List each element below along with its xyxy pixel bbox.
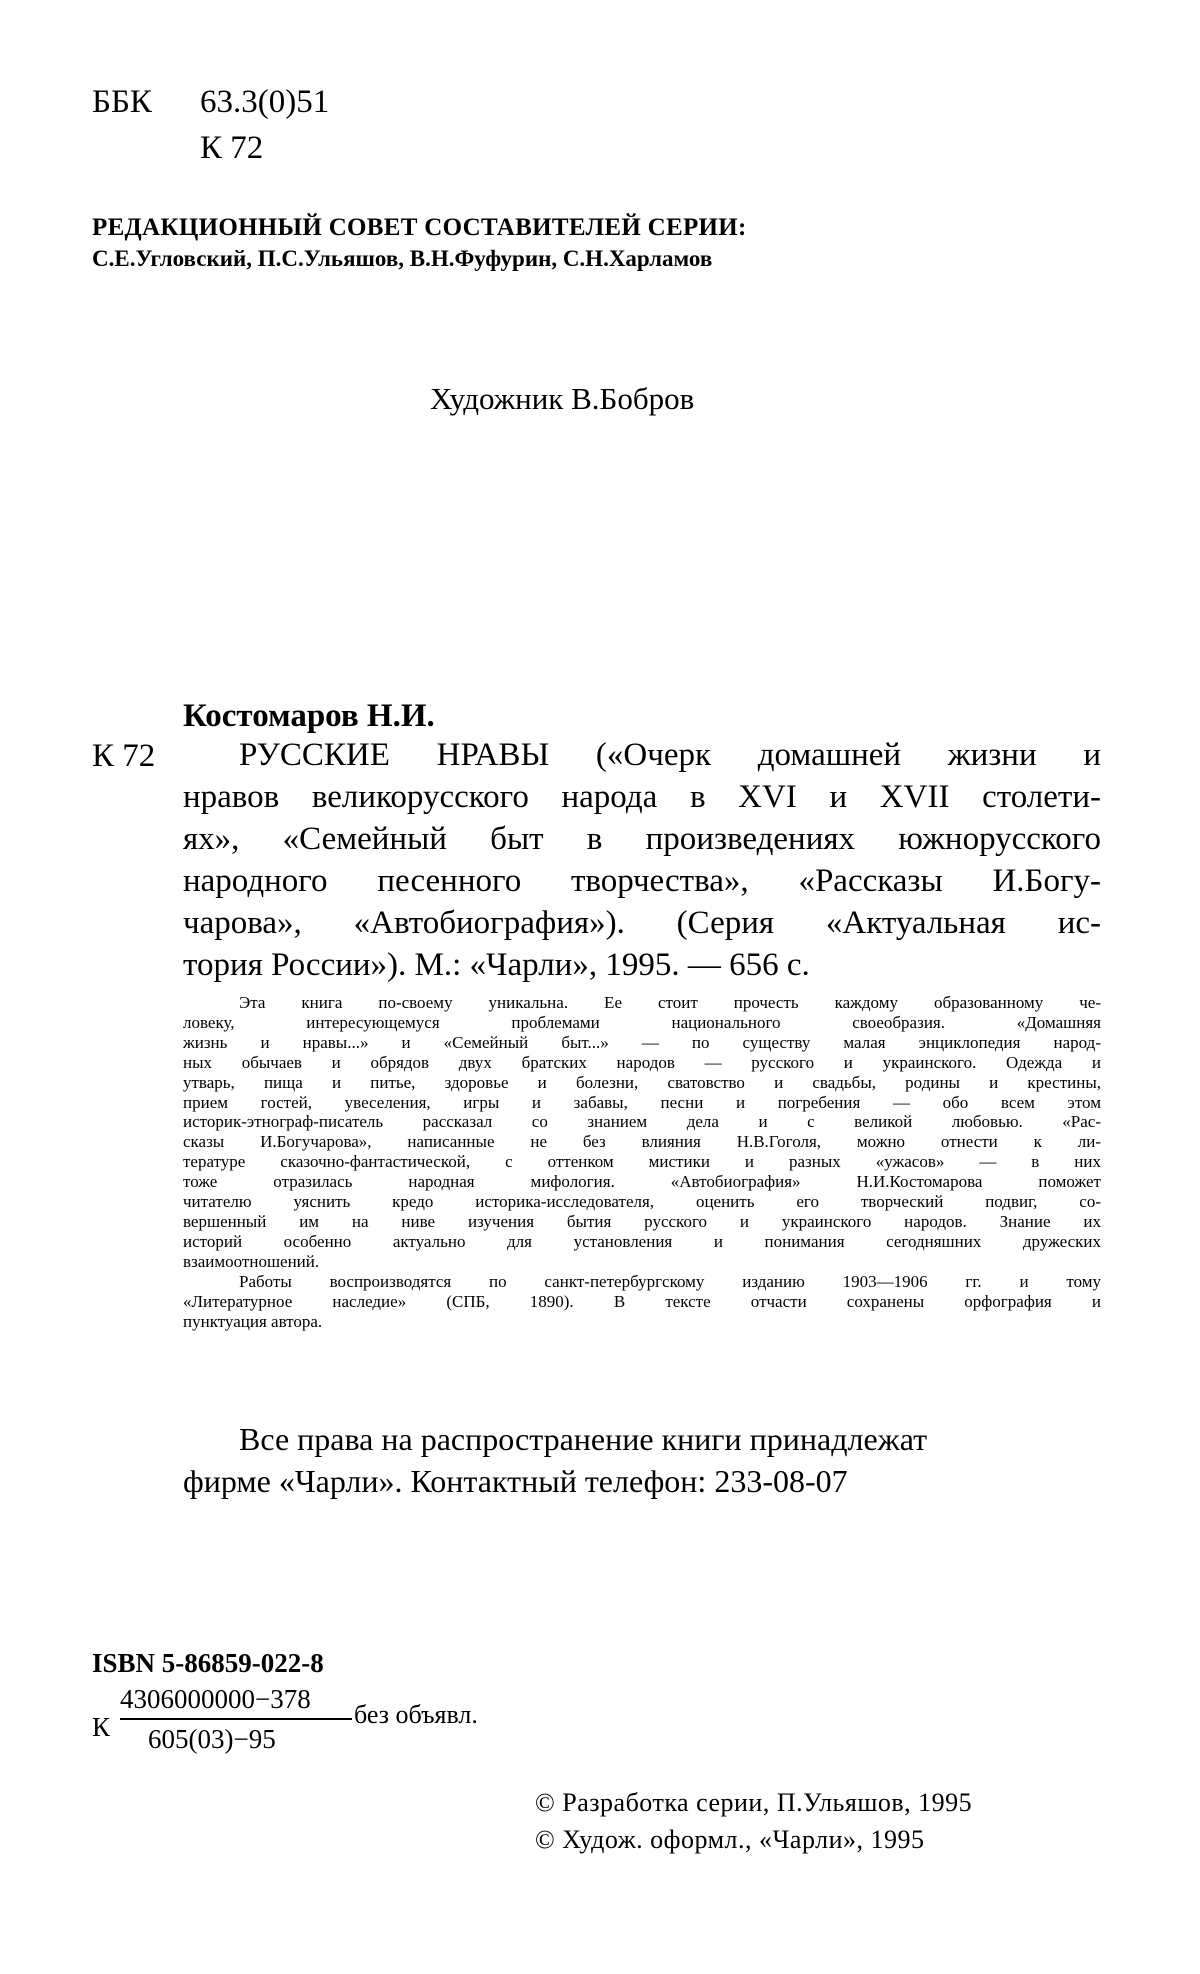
rights-notice xyxy=(183,1418,1101,1502)
entry-line: РУССКИЕ НРАВЫ («Очерк домашней жизни и xyxy=(239,737,1101,773)
annotation-note-line: «Литературное наследие» (СПБ, 1890). В тексте отчасти сохранены орфография и xyxy=(183,1291,1101,1311)
author-mark: К 72 xyxy=(200,130,264,166)
annotation-line: Эта книга по-своему уникальна. Ее стоит прочесть каждому образованному че- xyxy=(239,993,1101,1012)
annotation-line: историй особенно актуально для установления и понимания сегодняшних дружеских xyxy=(183,1231,1101,1251)
bbk-label: ББК xyxy=(92,84,152,120)
annotation-line: сказы И.Богучарова», написанные не без влияния Н.В.Гоголя, можно отнести к ли- xyxy=(183,1132,1101,1152)
isbn: ISBN 5-86859-022-8 xyxy=(92,1648,324,1678)
entry-line: нравов великорусского народа в XVI и XVII столети- xyxy=(183,779,1101,815)
annotation-line: тоже отразилась народная мифология. «Автобиография» Н.И.Костомарова поможет xyxy=(183,1172,1101,1192)
entry-line: тория России»). М.: «Чарли», 1995. — 656 с. xyxy=(183,947,810,983)
index-letter: К xyxy=(92,1712,111,1742)
editorial-board-title: РЕДАКЦИОННЫЙ СОВЕТ СОСТАВИТЕЛЕЙ СЕРИИ: xyxy=(92,214,747,241)
annotation-line: ловеку, интересующемуся проблемами национального своеобразия. «Домашняя xyxy=(183,1012,1101,1032)
entry-line: чарова», «Автобиография»). (Серия «Актуальная ис- xyxy=(183,905,1101,941)
fraction-bar xyxy=(120,1718,352,1720)
annotation-line: утварь, пища и питье, здоровье и болезни, сватовство и свадьбы, родины и крестины, xyxy=(183,1072,1101,1092)
annotation-line: историк-этнограф-писатель рассказал со знанием дела и с великой любовью. «Рас- xyxy=(183,1112,1101,1132)
annotation-line: тературе сказочно-фантастической, с оттенком мистики и разных «ужасов» — в них xyxy=(183,1152,1101,1172)
annotation-line: ных обычаев и обрядов двух братских народов — русского и украинского. Одежда и xyxy=(183,1052,1101,1072)
annotation-line: вершенный им на ниве изучения бытия русского и украинского народов. Знание их xyxy=(183,1211,1101,1231)
annotation-line: читателю уяснить кредо историка-исследователя, оценить его творческий подвиг, со- xyxy=(183,1192,1101,1212)
copyright-line: © Разработка серии, П.Ульяшов, 1995 xyxy=(535,1788,973,1817)
entry-line: ях», «Семейный быт в произведениях южнорусского xyxy=(183,821,1101,857)
entry-author-mark: К 72 xyxy=(92,738,156,774)
index-denominator: 605(03)−95 xyxy=(148,1724,276,1754)
index-note: без объявл. xyxy=(354,1700,478,1729)
rights-line: фирме «Чарли». Контактный телефон: 233-08-07 xyxy=(183,1463,848,1499)
entry-author: Костомаров Н.И. xyxy=(183,698,435,734)
artist-credit: Художник В.Бобров xyxy=(430,381,695,416)
annotation-line: взаимоотношений. xyxy=(183,1251,320,1271)
entry-line: народного песенного творчества», «Рассказы И.Богу- xyxy=(183,863,1101,899)
annotation-note-line: пунктуация автора. xyxy=(183,1311,323,1331)
annotation-line: жизнь и нравы...» и «Семейный быт...» — по существу малая энциклопедия народ- xyxy=(183,1032,1101,1052)
index-numerator: 4306000000−378 xyxy=(120,1684,311,1714)
bibliographic-entry xyxy=(183,734,1101,986)
annotation-note-line: Работы воспроизводятся по санкт-петербургскому изданию 1903—1906 гг. и тому xyxy=(239,1271,1101,1291)
annotation xyxy=(183,993,1101,1331)
copyright-line: © Худож. оформл., «Чарли», 1995 xyxy=(535,1825,925,1854)
rights-line: Все права на распространение книги принадлежат xyxy=(239,1421,928,1457)
editorial-board-members: С.Е.Угловский, П.С.Ульяшов, В.Н.Фуфурин, С.Н.Харламов xyxy=(92,246,713,271)
bbk-code: 63.3(0)51 xyxy=(200,84,330,120)
annotation-line: прием гостей, увеселения, игры и забавы, песни и погребения — обо всем этом xyxy=(183,1092,1101,1112)
